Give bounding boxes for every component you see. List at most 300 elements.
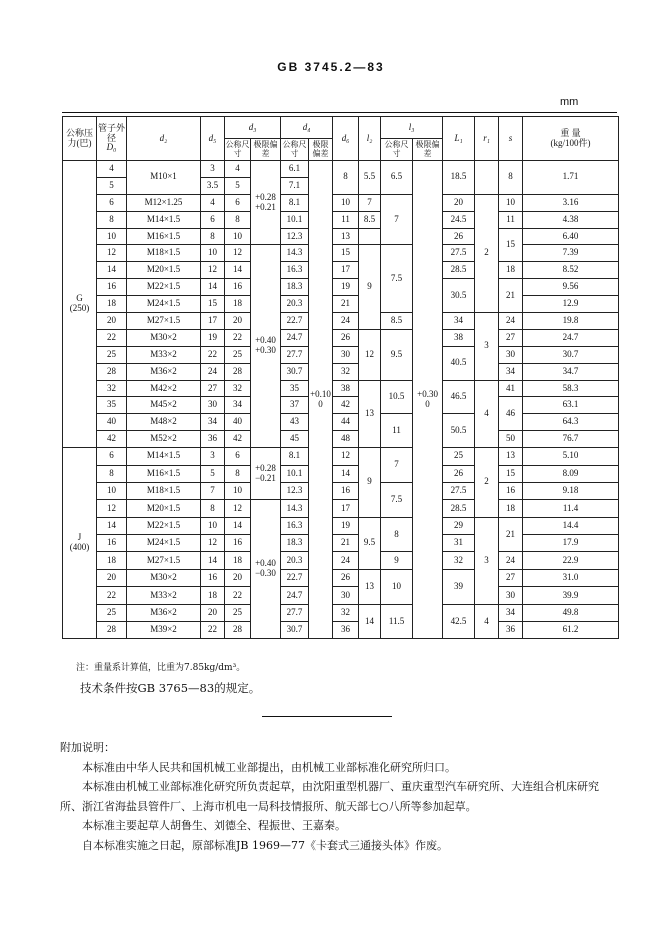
- cell-l1: 39: [443, 569, 475, 604]
- table-row: [63, 329, 619, 346]
- cell-d4-nominal: 24.7: [281, 587, 309, 604]
- cell-d5: 12: [201, 535, 225, 552]
- cell-d6: 48: [333, 431, 359, 448]
- appendix-title: 附加说明：: [60, 741, 115, 754]
- cell-d4-nominal: 10.1: [281, 211, 309, 228]
- cell-pressure-group: J (400): [63, 448, 97, 639]
- cell-s: 10: [499, 194, 523, 211]
- table-row: [63, 552, 619, 569]
- cell-s: 24: [499, 552, 523, 569]
- cell-d3-nominal: 14: [225, 517, 251, 534]
- cell-d5: 18: [201, 587, 225, 604]
- cell-l2: 14: [359, 604, 381, 639]
- cell-d5: 15: [201, 296, 225, 313]
- cell-l1: 46.5: [443, 380, 475, 414]
- cell-d0: 25: [97, 346, 127, 363]
- cell-d4-nominal: 10.1: [281, 465, 309, 482]
- cell-d0: 12: [97, 500, 127, 517]
- table-row: [63, 569, 619, 586]
- header-pipe-od-sym: D₀: [106, 142, 117, 153]
- appendix-p4: 自本标准实施之日起，原部标准JB 1969—77《卡套式三通接头体》作废。: [82, 838, 448, 852]
- cell-d0: 20: [97, 569, 127, 586]
- cell-l2: 12: [359, 329, 381, 380]
- cell-l2: 9: [359, 245, 381, 329]
- cell-l1: 30.5: [443, 279, 475, 313]
- cell-l1: 20: [443, 194, 475, 211]
- cell-d3-nominal: 20: [225, 569, 251, 586]
- cell-l1: 31: [443, 535, 475, 552]
- cell-d0: 6: [97, 448, 127, 465]
- cell-d6: 44: [333, 414, 359, 431]
- cell-d3-nominal: 28: [225, 622, 251, 639]
- cell-l3-nominal: 6.5: [381, 161, 413, 195]
- cell-d3-nominal: 5: [225, 177, 251, 194]
- cell-d4-nominal: 8.1: [281, 194, 309, 211]
- cell-w: 6.40: [523, 228, 619, 245]
- header-l3-tolerance: 极限偏差: [413, 139, 443, 161]
- cell-d3-nominal: 12: [225, 245, 251, 262]
- cell-w: 9.56: [523, 279, 619, 296]
- table-row: [63, 346, 619, 363]
- table-row: [63, 211, 619, 228]
- cell-d5: 7: [201, 482, 225, 499]
- cell-d2: M33×2: [127, 587, 201, 604]
- cell-d5: 8: [201, 228, 225, 245]
- table-row: [63, 465, 619, 482]
- cell-w: 17.9: [523, 535, 619, 552]
- cell-d4-nominal: 16.3: [281, 262, 309, 279]
- cell-w: 4.38: [523, 211, 619, 228]
- cell-d3-nominal: 10: [225, 482, 251, 499]
- cell-d2: M45×2: [127, 397, 201, 414]
- cell-d0: 8: [97, 465, 127, 482]
- cell-d5: 3: [201, 161, 225, 178]
- header-pressure: 公称压力(巴): [63, 117, 97, 161]
- cell-d6: 16: [333, 482, 359, 499]
- cell-l3-nominal: 11.5: [381, 604, 413, 639]
- cell-s: 8: [499, 161, 523, 195]
- cell-d2: M39×2: [127, 622, 201, 639]
- cell-d5: 22: [201, 622, 225, 639]
- cell-d0: 32: [97, 380, 127, 397]
- table-row: [63, 431, 619, 448]
- cell-d5: 14: [201, 552, 225, 569]
- cell-d2: M18×1.5: [127, 245, 201, 262]
- cell-d4-nominal: 12.3: [281, 482, 309, 499]
- separator-rule: [262, 716, 392, 717]
- cell-l2: [359, 228, 381, 245]
- header-l2: l₂: [359, 117, 381, 161]
- cell-d6: 15: [333, 245, 359, 262]
- cell-d5: 12: [201, 262, 225, 279]
- cell-l1: 28.5: [443, 262, 475, 279]
- cell-w: 8.09: [523, 465, 619, 482]
- cell-l3-nominal: 9: [381, 552, 413, 569]
- cell-d6: 26: [333, 329, 359, 346]
- cell-d5: 16: [201, 569, 225, 586]
- table-note: 注：重量系计算值，比重为7.85kg/dm³。: [76, 663, 246, 673]
- cell-l1: 27.5: [443, 245, 475, 262]
- cell-d6: 21: [333, 535, 359, 552]
- cell-d3-nominal: 14: [225, 262, 251, 279]
- header-s: s: [499, 117, 523, 161]
- cell-d3-nominal: 25: [225, 346, 251, 363]
- cell-w: 7.39: [523, 245, 619, 262]
- cell-d4-nominal: 14.3: [281, 245, 309, 262]
- cell-s: 15: [499, 228, 523, 262]
- header-d4-nominal: 公称尺寸: [281, 139, 309, 161]
- cell-d6: 13: [333, 228, 359, 245]
- tech-conditions: 技术条件按GB 3765—83的规定。: [80, 681, 261, 695]
- cell-w: 24.7: [523, 329, 619, 346]
- cell-d3-tolerance: +0.40 −0.30: [251, 500, 281, 639]
- table-row: [63, 194, 619, 211]
- cell-d6: 24: [333, 313, 359, 330]
- cell-d6: 14: [333, 465, 359, 482]
- cell-d0: 28: [97, 622, 127, 639]
- cell-l3-tolerance: +0.30 0: [413, 161, 443, 639]
- cell-l3-nominal: 8.5: [381, 313, 413, 330]
- cell-d3-nominal: 4: [225, 161, 251, 178]
- cell-d2: M27×1.5: [127, 552, 201, 569]
- cell-d4-nominal: 37: [281, 397, 309, 414]
- cell-d0: 4: [97, 161, 127, 178]
- cell-d2: M24×1.5: [127, 535, 201, 552]
- cell-d4-nominal: 27.7: [281, 346, 309, 363]
- cell-d5: 14: [201, 279, 225, 296]
- cell-s: 21: [499, 279, 523, 313]
- cell-d6: 19: [333, 279, 359, 296]
- cell-d4-nominal: 27.7: [281, 604, 309, 621]
- appendix: [60, 738, 620, 855]
- cell-d2: M20×1.5: [127, 262, 201, 279]
- cell-d2: M16×1.5: [127, 228, 201, 245]
- cell-w: 76.7: [523, 431, 619, 448]
- header-d5: d₅: [201, 117, 225, 161]
- cell-l1: 34: [443, 313, 475, 330]
- cell-d4-nominal: 30.7: [281, 363, 309, 380]
- cell-l1: 38: [443, 329, 475, 346]
- table-row: [63, 535, 619, 552]
- cell-l1: 28.5: [443, 500, 475, 517]
- cell-s: 21: [499, 517, 523, 552]
- table-body: [63, 161, 619, 639]
- cell-d0: 16: [97, 279, 127, 296]
- cell-d2: M14×1.5: [127, 448, 201, 465]
- cell-s: 27: [499, 329, 523, 346]
- cell-l1: 24.5: [443, 211, 475, 228]
- cell-l1: 50.5: [443, 414, 475, 448]
- cell-d3-nominal: 18: [225, 296, 251, 313]
- cell-d0: 14: [97, 517, 127, 534]
- cell-d3-tolerance: +0.28 −0.21: [251, 448, 281, 500]
- cell-d6: 19: [333, 517, 359, 534]
- cell-d5: 20: [201, 604, 225, 621]
- table-row: [63, 161, 619, 178]
- cell-w: 8.52: [523, 262, 619, 279]
- cell-s: 24: [499, 313, 523, 330]
- table-row: [63, 262, 619, 279]
- table-row: [63, 313, 619, 330]
- cell-d5: 34: [201, 414, 225, 431]
- cell-l3-nominal: 7: [381, 194, 413, 245]
- header-L1: L₁: [443, 117, 475, 161]
- cell-d6: 26: [333, 569, 359, 586]
- cell-w: 5.10: [523, 448, 619, 465]
- cell-d0: 5: [97, 177, 127, 194]
- cell-d4-tolerance: +0.10 0: [309, 161, 333, 639]
- cell-d0: 42: [97, 431, 127, 448]
- cell-d3-nominal: 18: [225, 552, 251, 569]
- cell-d3-nominal: 22: [225, 587, 251, 604]
- cell-w: 31.0: [523, 569, 619, 586]
- standard-code: GB 3745.2—83: [277, 60, 385, 74]
- cell-l3-nominal: 10.5: [381, 380, 413, 414]
- cell-d5: 19: [201, 329, 225, 346]
- cell-d6: 10: [333, 194, 359, 211]
- header-d4: d₄: [281, 117, 333, 139]
- cell-r1: 3: [475, 517, 499, 604]
- cell-w: 11.4: [523, 500, 619, 517]
- cell-d2: M22×1.5: [127, 517, 201, 534]
- cell-d4-nominal: 20.3: [281, 296, 309, 313]
- table-row: [63, 622, 619, 639]
- cell-l2: 5.5: [359, 161, 381, 195]
- cell-d0: 25: [97, 604, 127, 621]
- cell-d4-nominal: 18.3: [281, 535, 309, 552]
- cell-d5: 17: [201, 313, 225, 330]
- cell-d6: 8: [333, 161, 359, 195]
- cell-d2: M52×2: [127, 431, 201, 448]
- cell-d5: 22: [201, 346, 225, 363]
- cell-l3-nominal: 8: [381, 517, 413, 552]
- cell-w: 9.18: [523, 482, 619, 499]
- header-weight: [523, 117, 619, 161]
- cell-d2: M30×2: [127, 569, 201, 586]
- header-d3-nominal: 公称尺寸: [225, 139, 251, 161]
- cell-d0: 12: [97, 245, 127, 262]
- cell-d3-nominal: 25: [225, 604, 251, 621]
- cell-s: 41: [499, 380, 523, 397]
- cell-d6: 32: [333, 363, 359, 380]
- table-row: [63, 517, 619, 534]
- cell-d2: M20×1.5: [127, 500, 201, 517]
- cell-s: 30: [499, 587, 523, 604]
- cell-d2: M42×2: [127, 380, 201, 397]
- cell-d6: 12: [333, 448, 359, 465]
- table-row: [63, 500, 619, 517]
- cell-d3-nominal: 16: [225, 279, 251, 296]
- header-d3: d₃: [225, 117, 281, 139]
- cell-l1: 27.5: [443, 482, 475, 499]
- cell-w: 19.8: [523, 313, 619, 330]
- cell-l1: 32: [443, 552, 475, 569]
- header-d2: d₂: [127, 117, 201, 161]
- cell-d5: 24: [201, 363, 225, 380]
- cell-d2: M18×1.5: [127, 482, 201, 499]
- cell-l3-nominal: 10: [381, 569, 413, 604]
- cell-d6: 17: [333, 262, 359, 279]
- cell-r1: 4: [475, 380, 499, 448]
- cell-d0: 18: [97, 296, 127, 313]
- cell-d6: 36: [333, 622, 359, 639]
- cell-d4-nominal: 30.7: [281, 622, 309, 639]
- header-pipe-od: [97, 117, 127, 161]
- top-rule: [62, 112, 617, 113]
- cell-d5: 8: [201, 500, 225, 517]
- cell-d4-nominal: 6.1: [281, 161, 309, 178]
- cell-d0: 6: [97, 194, 127, 211]
- header-r1: r₁: [475, 117, 499, 161]
- cell-d5: 36: [201, 431, 225, 448]
- cell-d2: M22×1.5: [127, 279, 201, 296]
- cell-d4-nominal: 14.3: [281, 500, 309, 517]
- cell-d3-nominal: 22: [225, 329, 251, 346]
- header-l3: l₃: [381, 117, 443, 139]
- cell-d0: 16: [97, 535, 127, 552]
- cell-d5: 6: [201, 211, 225, 228]
- cell-d2: M36×2: [127, 604, 201, 621]
- cell-s: 27: [499, 569, 523, 586]
- cell-w: 61.2: [523, 622, 619, 639]
- header-weight-unit: (kg/100件): [550, 137, 591, 148]
- cell-w: 12.9: [523, 296, 619, 313]
- cell-r1: 2: [475, 194, 499, 312]
- cell-d0: 28: [97, 363, 127, 380]
- cell-d6: 30: [333, 346, 359, 363]
- cell-d0: 22: [97, 587, 127, 604]
- cell-s: 46: [499, 397, 523, 431]
- cell-l3-nominal: 11: [381, 414, 413, 448]
- cell-r1: [475, 161, 499, 195]
- cell-d0: 35: [97, 397, 127, 414]
- header-l3-nominal: 公称尺寸: [381, 139, 413, 161]
- cell-r1: 4: [475, 604, 499, 639]
- cell-s: 18: [499, 500, 523, 517]
- cell-l2: 9: [359, 448, 381, 518]
- cell-d2: M12×1.25: [127, 194, 201, 211]
- cell-l2: 7: [359, 194, 381, 211]
- header-d3-tolerance: 极限偏差: [251, 139, 281, 161]
- cell-d4-nominal: 22.7: [281, 313, 309, 330]
- unit-label: mm: [560, 96, 579, 108]
- table-row: [63, 397, 619, 414]
- cell-l1: 29: [443, 517, 475, 534]
- cell-d3-nominal: 34: [225, 397, 251, 414]
- table-row: [63, 380, 619, 397]
- cell-d3-nominal: 6: [225, 194, 251, 211]
- cell-d3-nominal: 6: [225, 448, 251, 465]
- cell-d5: 3: [201, 448, 225, 465]
- cell-w: 39.9: [523, 587, 619, 604]
- cell-d0: 22: [97, 329, 127, 346]
- cell-d4-nominal: 8.1: [281, 448, 309, 465]
- table-row: [63, 363, 619, 380]
- cell-w: 30.7: [523, 346, 619, 363]
- cell-d2: M33×2: [127, 346, 201, 363]
- table-row: [63, 228, 619, 245]
- cell-l2: 13: [359, 569, 381, 604]
- cell-s: 36: [499, 622, 523, 639]
- cell-l1: 42.5: [443, 604, 475, 639]
- table-row: [63, 482, 619, 499]
- cell-d0: 40: [97, 414, 127, 431]
- cell-d4-nominal: 20.3: [281, 552, 309, 569]
- cell-d4-nominal: 35: [281, 380, 309, 397]
- cell-d6: 11: [333, 211, 359, 228]
- cell-l3-nominal: 7.5: [381, 245, 413, 313]
- cell-d4-nominal: 24.7: [281, 329, 309, 346]
- cell-w: 14.4: [523, 517, 619, 534]
- cell-d3-tolerance: +0.40 +0.30: [251, 245, 281, 448]
- cell-d6: 21: [333, 296, 359, 313]
- cell-d0: 18: [97, 552, 127, 569]
- cell-d3-nominal: 40: [225, 414, 251, 431]
- spec-table: [62, 116, 619, 639]
- cell-d5: 4: [201, 194, 225, 211]
- cell-d4-nominal: 7.1: [281, 177, 309, 194]
- cell-s: 16: [499, 482, 523, 499]
- table-row: [63, 587, 619, 604]
- cell-w: 3.16: [523, 194, 619, 211]
- cell-s: 11: [499, 211, 523, 228]
- table-row: [63, 245, 619, 262]
- cell-d3-nominal: 16: [225, 535, 251, 552]
- cell-d6: 30: [333, 587, 359, 604]
- cell-d2: M27×1.5: [127, 313, 201, 330]
- cell-d4-nominal: 16.3: [281, 517, 309, 534]
- cell-d2: M14×1.5: [127, 211, 201, 228]
- cell-s: 34: [499, 604, 523, 621]
- cell-d0: 8: [97, 211, 127, 228]
- cell-w: 49.8: [523, 604, 619, 621]
- cell-d6: 38: [333, 380, 359, 397]
- cell-d5: 3.5: [201, 177, 225, 194]
- cell-s: 30: [499, 346, 523, 363]
- cell-d5: 10: [201, 517, 225, 534]
- cell-d5: 27: [201, 380, 225, 397]
- cell-d3-nominal: 8: [225, 465, 251, 482]
- table-row: [63, 279, 619, 296]
- cell-d5: 10: [201, 245, 225, 262]
- cell-s: 15: [499, 465, 523, 482]
- cell-d4-nominal: 22.7: [281, 569, 309, 586]
- appendix-p1: 本标准由中华人民共和国机械工业部提出，由机械工业部标准化研究所归口。: [82, 760, 456, 774]
- cell-w: 1.71: [523, 161, 619, 195]
- cell-l2: 8.5: [359, 211, 381, 228]
- cell-d0: 10: [97, 482, 127, 499]
- cell-d4-nominal: 12.3: [281, 228, 309, 245]
- cell-l1: 40.5: [443, 346, 475, 380]
- cell-w: 64.3: [523, 414, 619, 431]
- cell-d3-nominal: 32: [225, 380, 251, 397]
- appendix-p2: 本标准由机械工业部标准化研究所负责起草，由沈阳重型机器厂、重庆重型汽车研究所、大连组合机床研究所、浙江省海盐县管件厂、上海市机电一局科技情报所、航天部七○八所等参加起草。: [60, 780, 599, 813]
- cell-d2: M30×2: [127, 329, 201, 346]
- cell-l3-nominal: 7: [381, 448, 413, 483]
- cell-d6: 17: [333, 500, 359, 517]
- cell-d3-nominal: 8: [225, 211, 251, 228]
- header-pipe-od-label: 管子外径: [97, 122, 125, 143]
- cell-w: 63.1: [523, 397, 619, 414]
- cell-d0: 14: [97, 262, 127, 279]
- cell-d3-nominal: 10: [225, 228, 251, 245]
- cell-s: 18: [499, 262, 523, 279]
- cell-d0: 20: [97, 313, 127, 330]
- cell-r1: 2: [475, 448, 499, 518]
- cell-d2: M10×1: [127, 161, 201, 195]
- cell-w: 34.7: [523, 363, 619, 380]
- table-row: [63, 296, 619, 313]
